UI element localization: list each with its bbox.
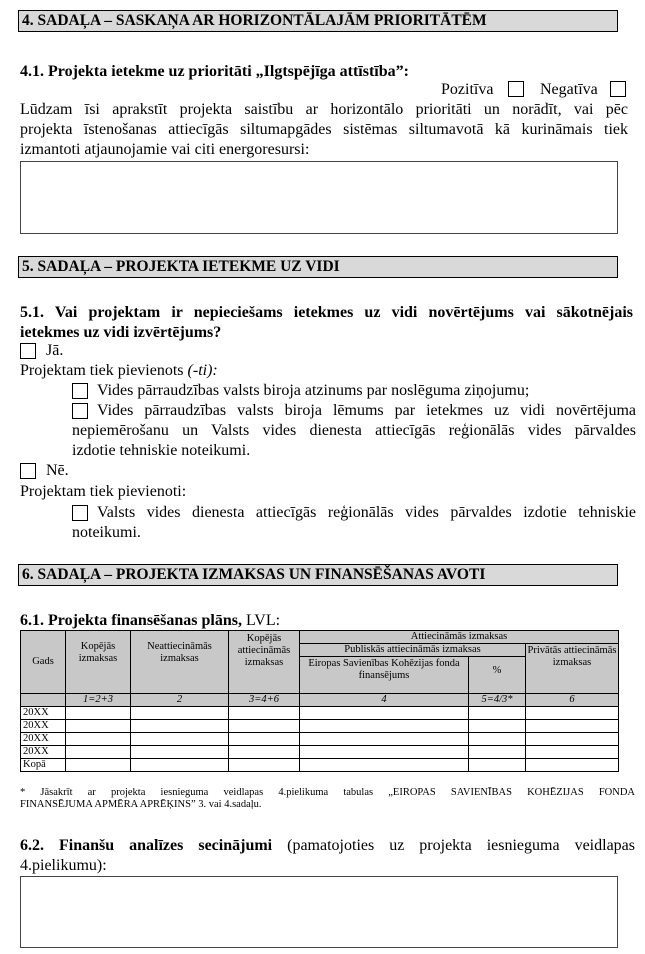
table-cell[interactable]: [526, 720, 619, 733]
section-4-header: 4. SADAĻA – SASKAŅA AR HORIZONTĀLAJĀM PRIORITĀTĒM: [18, 10, 618, 32]
formula-cell: [21, 694, 66, 707]
financial-analysis-input[interactable]: [20, 876, 618, 948]
sustainability-description-input[interactable]: [20, 161, 618, 234]
header-total-costs: Kopējās izmaksas: [66, 631, 131, 694]
table-cell[interactable]: [300, 707, 469, 720]
table-row: [21, 746, 619, 759]
table-cell[interactable]: [229, 733, 300, 746]
header-private-eligible: Privātās attiecināmās izmaksas: [526, 644, 619, 694]
question-6-2: [20, 836, 635, 856]
question-6-2-text: (pamatojoties uz projekta iesnieguma veidlapas: [287, 837, 635, 854]
row-total-label: Kopā: [21, 759, 66, 772]
header-percent: %: [469, 657, 526, 694]
table-cell[interactable]: [300, 720, 469, 733]
table-cell[interactable]: [300, 759, 469, 772]
negative-label: Negatīva: [540, 81, 598, 98]
table-footnote-cont: FINANSĒJUMA APMĒRA APRĒĶINS” 3. vai 4.sadaļu.: [20, 799, 262, 810]
table-cell[interactable]: [229, 720, 300, 733]
option-1-label: Vides pārraudzības valsts biroja atzinums par noslēguma ziņojumu;: [97, 382, 530, 399]
question-6-2-cont: 4.pielikumu):: [20, 857, 107, 874]
table-cell[interactable]: [229, 759, 300, 772]
formula-cell: 5=4/3*: [469, 694, 526, 707]
description-line: projekta īstenošanas attiecīgās siltumapgādes sistēmas siltumavotā kā kurināmais tiek: [20, 121, 628, 138]
table-cell[interactable]: [131, 733, 229, 746]
formula-cell: 4: [300, 694, 469, 707]
table-row: [21, 733, 619, 746]
question-6-2-title: 6.2. Finanšu analīzes secinājumi: [20, 837, 273, 854]
header-total-eligible-costs: Kopējās attiecināmās izmaksas: [229, 631, 300, 694]
table-row: [21, 707, 619, 720]
table-cell[interactable]: [66, 746, 131, 759]
header-year: Gads: [21, 631, 66, 694]
option-3-checkbox[interactable]: [72, 505, 88, 521]
table-cell[interactable]: [229, 746, 300, 759]
question-5-1-cont: ietekmes uz vidi izvērtējums?: [20, 324, 222, 341]
table-cell[interactable]: [300, 746, 469, 759]
table-cell[interactable]: [66, 759, 131, 772]
question-6-1: [20, 611, 280, 631]
positive-checkbox[interactable]: [508, 81, 524, 97]
table-cell[interactable]: [66, 733, 131, 746]
table-cell[interactable]: [469, 759, 526, 772]
table-cell[interactable]: [131, 759, 229, 772]
table-cell[interactable]: [66, 720, 131, 733]
header-public-eligible: Publiskās attiecināmās izmaksas: [300, 644, 526, 657]
attached-label-1: [20, 361, 218, 381]
positive-label: Pozitīva: [441, 81, 494, 98]
table-cell[interactable]: [469, 746, 526, 759]
table-cell[interactable]: [526, 746, 619, 759]
table-cell[interactable]: [469, 707, 526, 720]
formula-cell: 1=2+3: [66, 694, 131, 707]
row-year: 20XX: [21, 720, 66, 733]
formula-cell: 6: [526, 694, 619, 707]
question-6-1-unit: LVL:: [245, 612, 281, 629]
header-eligible-costs: Attiecināmās izmaksas: [300, 631, 619, 644]
table-cell[interactable]: [131, 720, 229, 733]
table-cell[interactable]: [131, 746, 229, 759]
question-6-1-title: 6.1. Projekta finansēšanas plāns,: [20, 612, 242, 629]
table-cell[interactable]: [131, 707, 229, 720]
table-cell[interactable]: [526, 759, 619, 772]
row-year: 20XX: [21, 733, 66, 746]
header-eu-cohesion-fund: Eiropas Savienības Kohēzijas fonda finansējums: [300, 657, 469, 694]
option-2-label-cont: izdotie tehniskie noteikumi.: [72, 442, 251, 459]
table-row-total: [21, 759, 619, 772]
table-cell[interactable]: [526, 707, 619, 720]
yes-label: Jā.: [46, 342, 64, 359]
formula-cell: 2: [131, 694, 229, 707]
section-6-header: 6. SADAĻA – PROJEKTA IZMAKSAS UN FINANSĒŠANAS AVOTI: [18, 564, 618, 586]
table-cell[interactable]: [469, 733, 526, 746]
question-4-1: 4.1. Projekta ietekme uz prioritāti „Ilgtspējīga attīstība”:: [20, 63, 409, 80]
description-line: izmantoti atjaunojamie vai citi energoresursi:: [20, 141, 310, 158]
option-2-label-cont: nepiemērošanu un Valsts vides dienesta attiecīgās reģionālās vides pārvaldes: [72, 422, 636, 439]
option-1-checkbox[interactable]: [72, 383, 88, 399]
row-year: 20XX: [21, 746, 66, 759]
table-cell[interactable]: [300, 733, 469, 746]
question-5-1: 5.1. Vai projektam ir nepieciešams ietekmes uz vidi novērtējums vai sākotnējais: [20, 304, 633, 321]
section-5-header: 5. SADAĻA – PROJEKTA IETEKME UZ VIDI: [18, 256, 618, 278]
table-row: [21, 720, 619, 733]
table-cell[interactable]: [469, 720, 526, 733]
financing-plan-table: [20, 630, 619, 772]
row-year: 20XX: [21, 707, 66, 720]
yes-checkbox[interactable]: [20, 343, 36, 359]
attached-label-1-suffix: (-ti):: [187, 362, 218, 379]
formula-cell: 3=4+6: [229, 694, 300, 707]
option-3-label-cont: noteikumi.: [72, 524, 141, 541]
table-cell[interactable]: [229, 707, 300, 720]
no-checkbox[interactable]: [20, 463, 36, 479]
option-3-label: Valsts vides dienesta attiecīgās reģionālās vides pārvaldes izdotie tehniskie: [97, 504, 636, 521]
description-line: Lūdzam īsi aprakstīt projekta saistību ar horizontālo prioritāti un norādīt, vai pēc: [20, 101, 628, 118]
option-2-label: Vides pārraudzības valsts biroja lēmums par ietekmes uz vidi novērtējuma: [97, 402, 636, 419]
table-cell[interactable]: [526, 733, 619, 746]
attached-label-1-prefix: Projektam tiek pievienots: [20, 362, 184, 379]
no-label: Nē.: [46, 462, 69, 479]
option-2-checkbox[interactable]: [72, 403, 88, 419]
negative-checkbox[interactable]: [610, 81, 626, 97]
header-non-eligible-costs: Neattiecināmās izmaksas: [131, 631, 229, 694]
attached-label-2: Projektam tiek pievienoti:: [20, 483, 187, 500]
table-footnote: * Jāsakrīt ar projekta iesnieguma veidlapas 4.pielikuma tabulas „EIROPAS SAVIENĪBAS KOHĒZIJAS FONDA: [20, 787, 635, 798]
table-cell[interactable]: [66, 707, 131, 720]
